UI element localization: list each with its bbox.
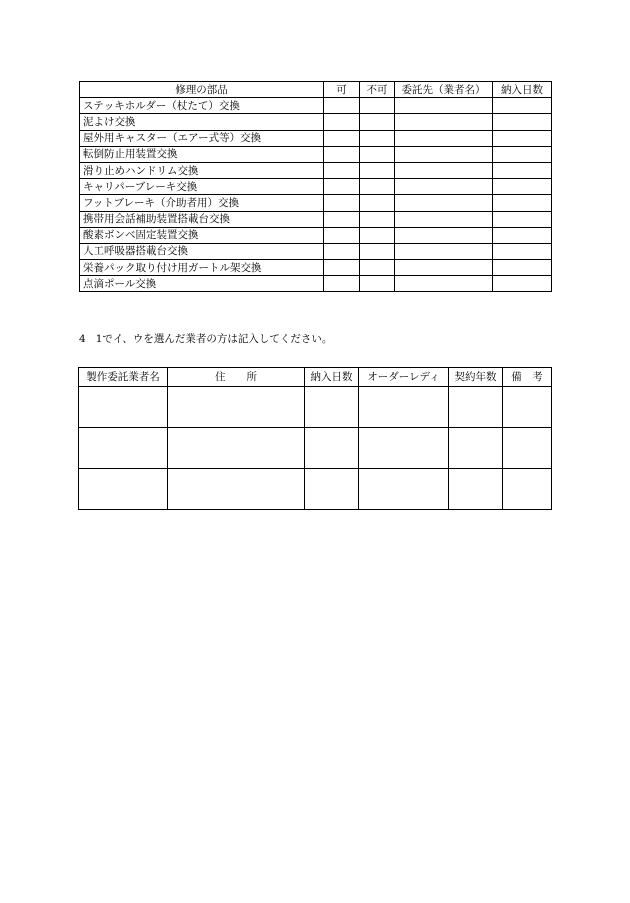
possible-cell[interactable] [324,146,360,162]
contractor-cell[interactable] [395,179,493,195]
remarks-cell[interactable] [503,387,552,428]
possible-cell[interactable] [324,130,360,146]
repair-parts-table [79,81,552,292]
delivery-days-cell[interactable] [305,469,359,510]
section-4-instruction [79,332,332,346]
header-delivery-days: 納入日数 [493,82,552,98]
delivery-days-cell[interactable] [305,428,359,469]
possible-cell[interactable] [324,211,360,227]
possible-cell[interactable] [324,179,360,195]
contractor-cell[interactable] [395,243,493,259]
contractor-cell[interactable] [395,276,493,292]
header-contract-years: 契約年数 [449,368,503,387]
table-row [80,130,552,146]
not-possible-cell[interactable] [360,114,395,130]
not-possible-cell[interactable] [360,260,395,276]
table-row [80,179,552,195]
delivery-days-cell[interactable] [493,179,552,195]
part-name-cell: 泥よけ交換 [80,114,324,130]
contractor-cell[interactable] [395,98,493,114]
parts-table-body [80,98,552,292]
part-name-cell: 栄養パック取り付け用ガートル架交換 [80,260,324,276]
delivery-days-cell[interactable] [493,162,552,178]
header-contractor-name: 製作委託業者名 [79,368,168,387]
header-part: 修理の部品 [80,82,324,98]
header-contractor: 委託先（業者名） [395,82,493,98]
contract-years-cell[interactable] [449,387,503,428]
delivery-days-cell[interactable] [493,276,552,292]
part-name-cell: 滑り止めハンドリム交換 [80,162,324,178]
possible-cell[interactable] [324,195,360,211]
delivery-days-cell[interactable] [493,211,552,227]
contractor-name-cell[interactable] [79,387,168,428]
remarks-cell[interactable] [503,469,552,510]
contractor-cell[interactable] [395,114,493,130]
not-possible-cell[interactable] [360,211,395,227]
delivery-days-cell[interactable] [493,260,552,276]
delivery-days-cell[interactable] [493,98,552,114]
delivery-days-cell[interactable] [493,114,552,130]
not-possible-cell[interactable] [360,179,395,195]
address-cell[interactable] [168,387,305,428]
delivery-days-cell[interactable] [493,227,552,243]
header-order-ready: オーダーレディ [359,368,449,387]
table-row [80,227,552,243]
delivery-days-cell[interactable] [493,146,552,162]
possible-cell[interactable] [324,260,360,276]
possible-cell[interactable] [324,162,360,178]
header-remarks: 備 考 [503,368,552,387]
contractor-table-header-row [79,368,552,387]
contractor-cell[interactable] [395,195,493,211]
part-name-cell: 転倒防止用装置交換 [80,146,324,162]
possible-cell[interactable] [324,98,360,114]
order-ready-cell[interactable] [359,469,449,510]
not-possible-cell[interactable] [360,243,395,259]
table-row [80,211,552,227]
table-row [80,146,552,162]
table-row [80,260,552,276]
table-row [80,114,552,130]
header-delivery-days: 納入日数 [305,368,359,387]
not-possible-cell[interactable] [360,227,395,243]
not-possible-cell[interactable] [360,130,395,146]
contractor-cell[interactable] [395,211,493,227]
table-row [80,98,552,114]
section-text: 1でイ、ウを選んだ業者の方は記入してください。 [95,333,333,345]
order-ready-cell[interactable] [359,428,449,469]
header-address: 住 所 [168,368,305,387]
table-row [80,195,552,211]
contract-years-cell[interactable] [449,469,503,510]
remarks-cell[interactable] [503,428,552,469]
contractor-name-cell[interactable] [79,469,168,510]
not-possible-cell[interactable] [360,146,395,162]
address-cell[interactable] [168,428,305,469]
header-not-possible: 不可 [360,82,395,98]
contractor-table-body [79,387,552,510]
part-name-cell: フットブレーキ（介助者用）交換 [80,195,324,211]
part-name-cell: キャリパーブレーキ交換 [80,179,324,195]
possible-cell[interactable] [324,227,360,243]
part-name-cell: ステッキホルダー（杖たて）交換 [80,98,324,114]
possible-cell[interactable] [324,114,360,130]
not-possible-cell[interactable] [360,276,395,292]
table-row [80,162,552,178]
contract-years-cell[interactable] [449,428,503,469]
contractor-cell[interactable] [395,146,493,162]
table-row [80,243,552,259]
not-possible-cell[interactable] [360,195,395,211]
contractor-cell[interactable] [395,130,493,146]
table-row [79,428,552,469]
part-name-cell: 携帯用会話補助装置搭載台交換 [80,211,324,227]
table-row [80,276,552,292]
delivery-days-cell[interactable] [493,195,552,211]
header-possible: 可 [324,82,360,98]
part-name-cell: 屋外用キャスター（エアー式等）交換 [80,130,324,146]
contractor-cell[interactable] [395,227,493,243]
contractor-name-cell[interactable] [79,428,168,469]
possible-cell[interactable] [324,276,360,292]
contractor-cell[interactable] [395,162,493,178]
possible-cell[interactable] [324,243,360,259]
address-cell[interactable] [168,469,305,510]
delivery-days-cell[interactable] [493,243,552,259]
contractor-table [78,367,552,510]
order-ready-cell[interactable] [359,387,449,428]
part-name-cell: 点滴ポール交換 [80,276,324,292]
part-name-cell: 人工呼吸器搭載台交換 [80,243,324,259]
table-row [79,387,552,428]
contractor-cell[interactable] [395,260,493,276]
not-possible-cell[interactable] [360,162,395,178]
section-number: 4 [79,333,86,345]
not-possible-cell[interactable] [360,98,395,114]
parts-table-header-row [80,82,552,98]
part-name-cell: 酸素ボンベ固定装置交換 [80,227,324,243]
delivery-days-cell[interactable] [493,130,552,146]
delivery-days-cell[interactable] [305,387,359,428]
table-row [79,469,552,510]
